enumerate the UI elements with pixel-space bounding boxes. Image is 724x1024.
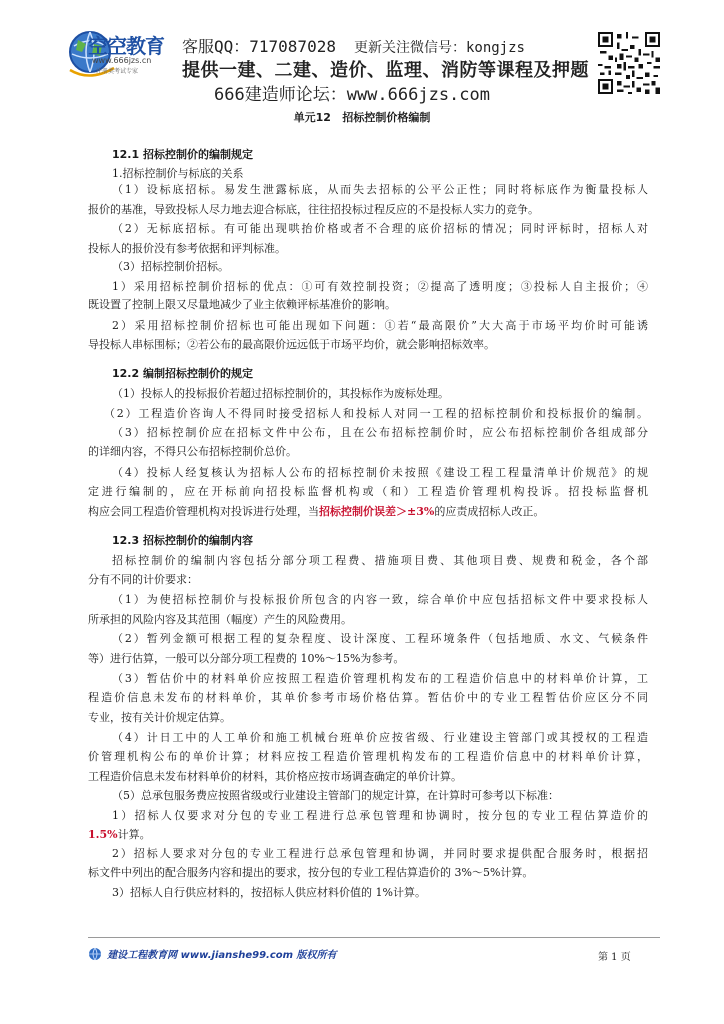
line-text: （1）投标人的投标报价若超过招标控制价的，其投标作为废标处理。 <box>112 387 449 400</box>
body-line <box>88 298 648 312</box>
body-line <box>88 554 648 568</box>
line-text-tail: 的应责成招标人改正。 <box>434 505 545 518</box>
page-header <box>0 0 724 105</box>
logo-name: 空空教育 <box>88 34 164 58</box>
line-text: 报价的基准，导致投标人尽力地去迎合标底，往往招投标过程反应的不是投标人实力的竞争。 <box>88 203 539 216</box>
line-text: （2）暂列金额可根据工程的复杂程度、设计深度、工程环境条件（包括地质、水文、气候条件 <box>112 632 648 645</box>
body-line <box>88 828 648 842</box>
qr-code-icon <box>598 32 660 94</box>
body-line <box>88 203 648 217</box>
body-line <box>88 847 648 861</box>
line-text-tail: 计算。 <box>117 828 151 841</box>
body-line <box>88 338 648 352</box>
body-line <box>88 809 648 823</box>
line-text: （4）投标人经复核认为招标人公布的招标控制价未按照《建设工程工程量清单计价规范》的规 <box>112 466 648 479</box>
body-line <box>88 260 648 274</box>
highlight-text: 1.5% <box>88 828 118 841</box>
line-text: （2）工程造价咨询人不得同时接受招标人和投标人对同一工程的招标控制价和投标报价的编制。 <box>104 407 648 420</box>
body-line <box>88 280 648 294</box>
body-line <box>88 573 648 587</box>
body-line <box>88 613 648 627</box>
line-text: 1.招标控制价与标底的关系 <box>112 167 244 180</box>
line-text: 导投标人串标围标；②若公布的最高限价远远低于市场平均价，就会影响招标效率。 <box>88 338 495 351</box>
body-line <box>88 691 648 705</box>
footer-divider <box>88 937 660 938</box>
body-line <box>88 886 648 900</box>
line-text: 价管理机构公布的单价计算；材料应按工程造价管理机构发布的工程造价信息中的材料单价计算， <box>88 750 648 763</box>
line-text: 所承担的风险内容及其范围（幅度）产生的风险费用。 <box>88 613 352 626</box>
body-line <box>88 652 648 666</box>
body-line <box>88 167 648 181</box>
section-heading <box>88 534 648 548</box>
line-text: 招标控制价的编制内容包括分部分项工程费、措施项目费、其他项目费、规费和税金，各个部 <box>112 554 648 567</box>
header-contact-line <box>182 34 525 57</box>
section-heading <box>88 367 648 381</box>
section-heading <box>88 148 648 162</box>
line-text: 2）采用招标控制价招标也可能出现如下问题：①若“最高限价”大大高于市场平均价时可能诱 <box>112 319 648 332</box>
body-line <box>88 242 648 256</box>
body-line <box>88 387 648 401</box>
line-text: 既设置了控制上限又尽量地减少了业主依赖评标基准价的影响。 <box>88 298 396 311</box>
line-text: （2）无标底招标。有可能出现哄抬价格或者不合理的底价招标的情况；同时评标时，招标人对 <box>112 222 648 235</box>
wechat-contact: 更新关注微信号：kongjzs <box>353 40 525 56</box>
body-line <box>88 222 648 236</box>
body-line <box>88 731 648 745</box>
footer-copyright <box>88 946 337 962</box>
header-forum: 666建造师论坛：www.666jzs.com <box>214 85 490 105</box>
line-text: 的详细内容，不得只公布招标控制价总价。 <box>88 445 297 458</box>
line-text: 1）招标人仅要求对分包的专业工程进行总承包管理和协调时，按分包的专业工程估算造价的 <box>112 809 648 822</box>
line-text: 2）招标人要求对分包的专业工程进行总承包管理和协调，并同时要求提供配合服务时，根据招 <box>112 847 648 860</box>
body-line <box>88 593 648 607</box>
line-text: （1）设标底招标。易发生泄露标底，从而失去招标的公平公正性；同时将标底作为衡量投标人 <box>112 183 648 196</box>
line-text: 专业，按有关计价规定估算。 <box>88 711 231 724</box>
qq-contact: 客服QQ：717087028 <box>182 37 336 56</box>
line-text: （1）为使招标控制价与投标报价所包含的内容一致，综合单价中应包括招标文件中要求投标人 <box>112 593 648 606</box>
line-text: 等）进行估算，一般可以分部分项工程费的 10%～15%为参考。 <box>88 652 405 665</box>
line-text: 投标人的报价没有参考依据和评判标准。 <box>88 242 286 255</box>
body-line <box>88 632 648 646</box>
logo-site: www.666jzs.cn <box>92 56 152 65</box>
body-line <box>88 711 648 725</box>
line-text: 1）采用招标控制价招标的优点：①可有效控制投资；②提高了透明度；③投标人自主报价；④ <box>112 280 648 293</box>
line-text: （3）暂估价中的材料单价应按照工程造价管理机构发布的工程造价信息中的材料单价计算，工 <box>112 672 648 685</box>
line-text: 工程造价信息未发布材料单价的材料，其价格应按市场调查确定的单价计算。 <box>88 770 462 783</box>
line-text: 12.3 招标控制价的编制内容 <box>112 534 253 547</box>
line-text: 标文件中列出的配合服务内容和提出的要求，按分包的专业工程估算造价的 3%～5%计算。 <box>88 866 534 879</box>
body-line <box>88 183 648 197</box>
header-courses: 提供一建、二建、造价、监理、消防等课程及押题 <box>182 60 589 81</box>
body-line <box>88 485 648 499</box>
line-text: （3）招标控制价招标。 <box>112 260 229 273</box>
page-number: 第 1 页 <box>598 952 631 963</box>
body-line <box>88 866 648 880</box>
body-line <box>88 789 648 803</box>
body-line <box>88 445 648 459</box>
line-text: 3）招标人自行供应材料的，按招标人供应材料价值的 1%计算。 <box>112 886 426 899</box>
highlight-text: 招标控制价误差＞±3% <box>319 505 435 518</box>
body-line <box>88 426 648 440</box>
line-text: （3）招标控制价应在招标文件中公布，且在公布招标控制价时，应公布招标控制价各组成部分 <box>112 426 648 439</box>
footer-globe-icon <box>88 947 102 961</box>
body-line <box>88 407 648 421</box>
logo-slogan: 注册类考试专家 <box>96 68 139 75</box>
page-title: 单元12 招标控制价格编制 <box>293 111 431 124</box>
body-line <box>88 505 648 519</box>
line-text: 12.1 招标控制价的编制规定 <box>112 148 253 161</box>
line-text: 构应会同工程造价管理机构对投诉进行处理，当 <box>88 505 319 518</box>
body-line <box>88 466 648 480</box>
line-text: （4）计日工中的人工单价和施工机械台班单价应按省级、行业建设主管部门或其授权的工程造 <box>112 731 648 744</box>
line-text: 程造价信息未发布的材料单价，其单价参考市场价格估算。暂估价中的专业工程暂估价应区分不同 <box>88 691 648 704</box>
body-line <box>88 319 648 333</box>
footer-copyright-text: 建设工程教育网 www.jianshe99.com 版权所有 <box>107 950 337 961</box>
line-text: 12.2 编制招标控制价的规定 <box>112 367 253 380</box>
body-line <box>88 750 648 764</box>
line-text: 分有不同的计价要求： <box>88 573 198 586</box>
line-text: 定进行编制的，应在开标前向招投标监督机构或（和）工程造价管理机构投诉。招投标监督机 <box>88 485 648 498</box>
body-line <box>88 770 648 784</box>
line-text: （5）总承包服务费应按照省级或行业建设主管部门的规定计算，在计算时可参考以下标准： <box>112 789 559 802</box>
body-line <box>88 672 648 686</box>
